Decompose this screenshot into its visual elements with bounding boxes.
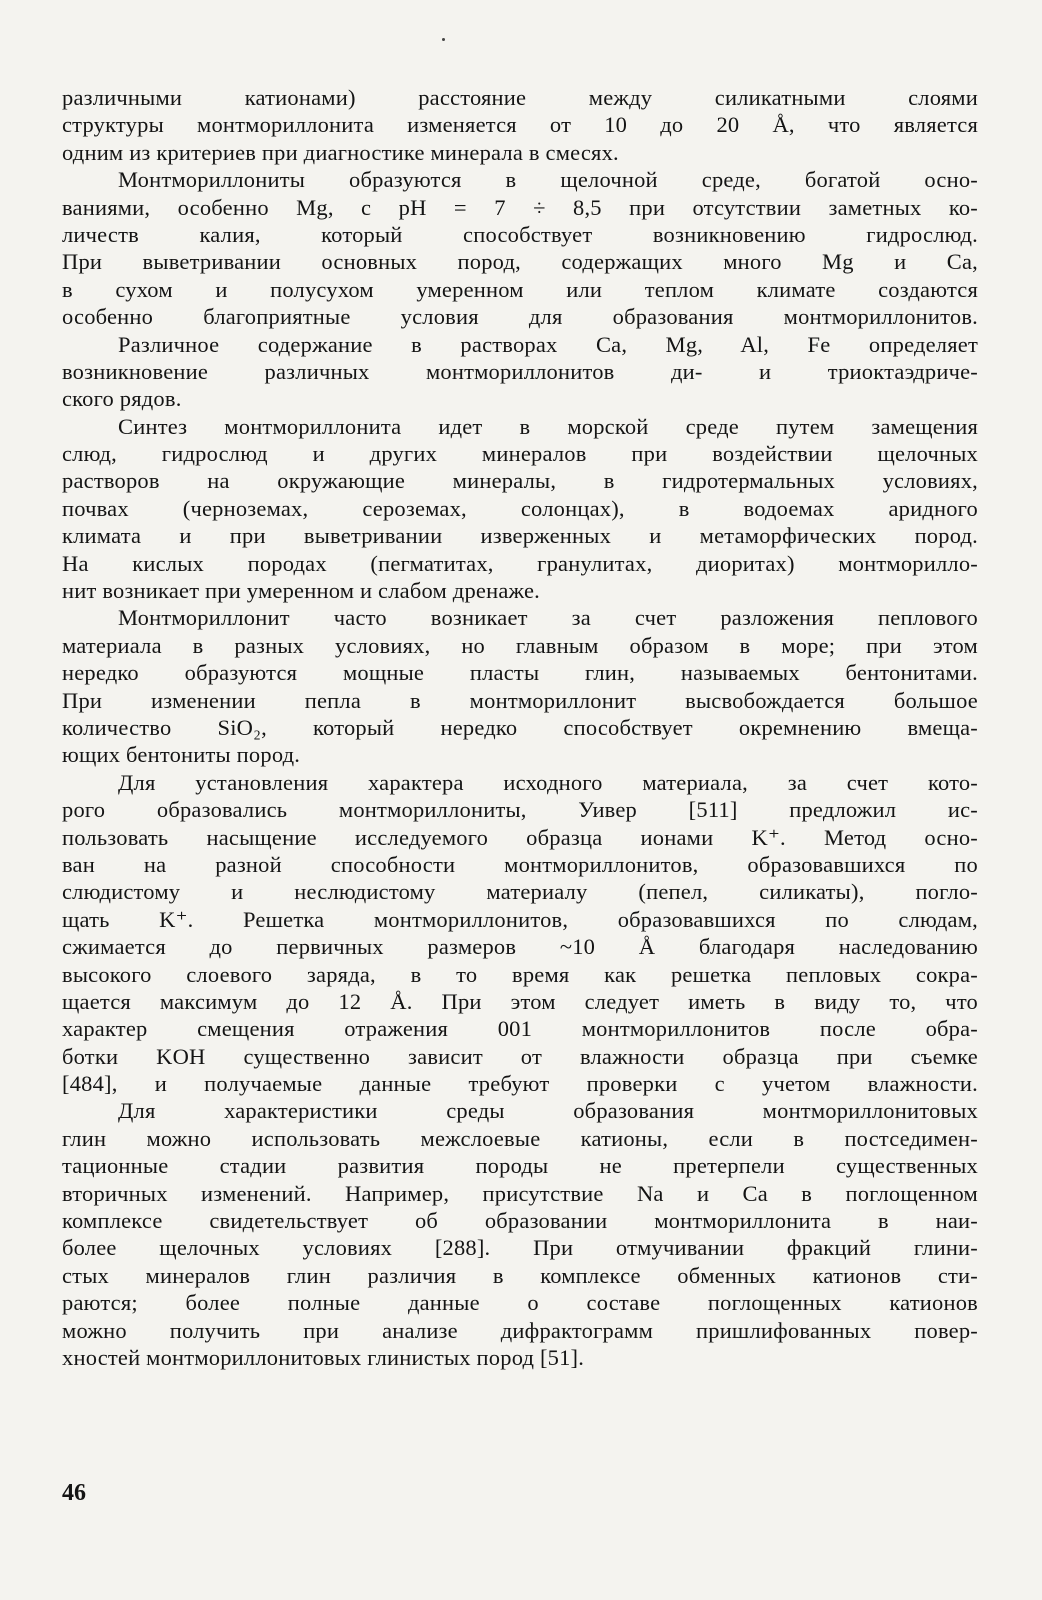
text-line: Для характеристики среды образования монтмориллонитовых [118, 1098, 978, 1124]
text-line: в сухом и полусухом умеренном или теплом климате создаются [62, 276, 978, 302]
text-line: раются; более полные данные о составе поглощенных катионов [62, 1290, 978, 1316]
text-line: структуры монтмориллонита изменяется от 10 до 20 Å, что является [62, 112, 978, 138]
text-line: нередко образуются мощные пласты глин, называемых бентонитами. [62, 660, 978, 686]
text-line: ваниями, особенно Mg, с pH = 7 ÷ 8,5 при отсутствии заметных ко- [62, 194, 978, 220]
text-line: ван на разной способности монтмориллонитов, образовавшихся по [62, 851, 978, 877]
text-line: количество SiO₂, который нередко способствует окремнению вмеща- [62, 714, 978, 740]
text-line: Синтез монтмориллонита идет в морской среде путем замещения [118, 413, 978, 439]
text-line: нит возникает при умеренном и слабом дренаже. [62, 578, 540, 604]
text-line: хностей монтмориллонитовых глинистых пород [51]. [62, 1344, 585, 1370]
text-line: вторичных изменений. Например, присутствие Na и Ca в поглощенном [62, 1180, 978, 1206]
text-line: Различное содержание в растворах Ca, Mg, Al, Fe определяет [118, 331, 978, 357]
text-line: растворов на окружающие минералы, в гидротермальных условиях, [62, 468, 978, 494]
text-line: можно получить при анализе дифрактограмм пришлифованных повер- [62, 1317, 978, 1343]
text-line: слюд, гидрослюд и других минералов при воздействии щелочных [62, 441, 978, 467]
text-line: особенно благоприятные условия для образования монтмориллонитов. [62, 304, 978, 330]
page-body [62, 84, 978, 1371]
text-line: ботки KOH существенно зависит от влажности образца при съемке [62, 1043, 978, 1069]
text-line: рого образовались монтмориллониты, Уивер [511] предложил ис- [62, 797, 978, 823]
text-line: различными катионами) расстояние между силикатными слоями [62, 85, 978, 110]
page-number: 46 [62, 1480, 86, 1506]
text-line: возникновение различных монтмориллонитов ди- и триоктаэдриче- [62, 358, 978, 384]
text-line: комплексе свидетельствует об образовании монтмориллонита в наи- [62, 1208, 978, 1234]
text-line: одним из критериев при диагностике минерала в смесях. [62, 139, 619, 165]
scan-speck [442, 38, 445, 41]
text-line: личеств калия, который способствует возникновению гидрослюд. [62, 221, 978, 247]
text-line: характер смещения отражения 001 монтмориллонитов после обра- [62, 1016, 978, 1042]
text-line: Для установления характера исходного материала, за счет кото- [118, 769, 978, 795]
text-line: почвах (черноземах, сероземах, солонцах), в водоемах аридного [62, 495, 978, 521]
text-line: тационные стадии развития породы не претерпели существенных [62, 1153, 978, 1179]
text-line: слюдистому и неслюдистому материалу (пепел, силикаты), погло- [62, 879, 978, 905]
text-line: щать K⁺. Решетка монтмориллонитов, образовавшихся по слюдам, [62, 906, 978, 932]
text-line: высокого слоевого заряда, в то время как решетка пепловых сокра- [62, 961, 978, 987]
text-line: Монтмориллониты образуются в щелочной среде, богатой осно- [118, 167, 978, 193]
text-line: При изменении пепла в монтмориллонит высвобождается большое [62, 687, 978, 713]
text-line: материала в разных условиях, но главным образом в море; при этом [62, 632, 978, 658]
text-line: стых минералов глин различия в комплексе обменных катионов сти- [62, 1262, 978, 1288]
text-line: При выветривании основных пород, содержащих много Mg и Ca, [62, 249, 978, 275]
text-line: более щелочных условиях [288]. При отмучивании фракций глини- [62, 1235, 978, 1261]
text-line: глин можно использовать межслоевые катионы, если в постседимен- [62, 1125, 978, 1151]
text-line: На кислых породах (пегматитах, гранулитах, диоритах) монтморилло- [62, 550, 978, 576]
text-line: ского рядов. [62, 386, 182, 412]
text-line: климата и при выветривании изверженных и метаморфических пород. [62, 523, 978, 549]
text-line: Монтмориллонит часто возникает за счет разложения пеплового [118, 605, 978, 631]
text-line: пользовать насыщение исследуемого образца ионами K⁺. Метод осно- [62, 824, 978, 850]
text-line: щается максимум до 12 Å. При этом следует иметь в виду то, что [62, 988, 978, 1014]
text-line: сжимается до первичных размеров ~10 Å благодаря наследованию [62, 934, 978, 960]
text-line: [484], и получаемые данные требуют проверки с учетом влажности. [62, 1071, 978, 1097]
text-line: ющих бентониты пород. [62, 742, 301, 768]
